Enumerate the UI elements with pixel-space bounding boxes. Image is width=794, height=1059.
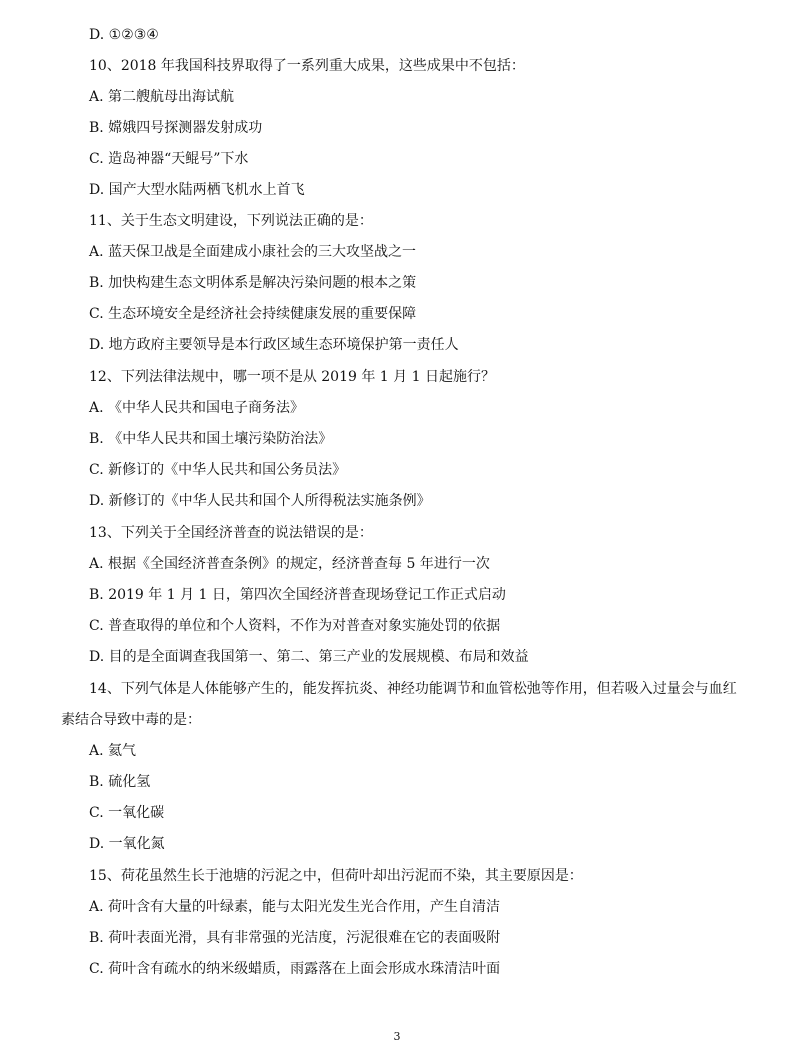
- option-d-q13: D. 目的是全面调查我国第一、第二、第三产业的发展规模、布局和效益: [89, 649, 529, 665]
- question-15: 15、荷花虽然生长于池塘的污泥之中，但荷叶却出污泥而不染，其主要原因是：: [89, 868, 583, 884]
- option-c-q14: C. 一氧化碳: [89, 805, 165, 821]
- option-d-q12: D. 新修订的《中华人民共和国个人所得税法实施条例》: [89, 493, 431, 509]
- option-d-q10: D. 国产大型水陆两栖飞机水上首飞: [89, 182, 305, 198]
- option-b-q10: B. 嫦娥四号探测器发射成功: [89, 120, 263, 136]
- option-b-q12: B. 《中华人民共和国土壤污染防治法》: [89, 431, 333, 447]
- option-c-q10: C. 造岛神器“天鲲号”下水: [89, 151, 249, 167]
- option-a-q12: A. 《中华人民共和国电子商务法》: [89, 400, 305, 416]
- question-14: 14、下列气体是人体能够产生的，能发挥抗炎、神经功能调节和血管松弛等作用，但若吸入过量会与血红: [89, 681, 737, 697]
- option-c-q11: C. 生态环境安全是经济社会持续健康发展的重要保障: [89, 306, 417, 322]
- option-a-q13: A. 根据《全国经济普查条例》的规定，经济普查每 5 年进行一次: [89, 556, 490, 572]
- option-a-q15: A. 荷叶含有大量的叶绿素，能与太阳光发生光合作用，产生自清洁: [89, 899, 501, 915]
- question-11: 11、关于生态文明建设，下列说法正确的是：: [89, 213, 373, 229]
- option-c-q13: C. 普查取得的单位和个人资料，不作为对普查对象实施处罚的依据: [89, 618, 501, 634]
- option-b-q11: B. 加快构建生态文明体系是解决污染问题的根本之策: [89, 275, 417, 291]
- question-10: 10、2018 年我国科技界取得了一系列重大成果，这些成果中不包括：: [89, 58, 525, 74]
- option-a-q10: A. 第二艘航母出海试航: [89, 89, 235, 105]
- page-number: 3: [393, 1030, 401, 1043]
- option-d-q14: D. 一氧化氮: [89, 836, 165, 852]
- question-14-continuation: 素结合导致中毒的是：: [61, 712, 201, 728]
- option-c-q12: C. 新修订的《中华人民共和国公务员法》: [89, 462, 347, 478]
- option-b-q13: B. 2019 年 1 月 1 日，第四次全国经济普查现场登记工作正式启动: [89, 587, 506, 603]
- option-d-q11: D. 地方政府主要领导是本行政区域生态环境保护第一责任人: [89, 337, 459, 353]
- option-c-q15: C. 荷叶含有疏水的纳米级蜡质，雨露落在上面会形成水珠清洁叶面: [89, 961, 501, 977]
- question-12: 12、下列法律法规中，哪一项不是从 2019 年 1 月 1 日起施行？: [89, 369, 495, 385]
- option-b-q14: B. 硫化氢: [89, 774, 151, 790]
- option-b-q15: B. 荷叶表面光滑，具有非常强的光洁度，污泥很难在它的表面吸附: [89, 930, 501, 946]
- option-a-q14: A. 氦气: [89, 743, 137, 759]
- option-d-q9: D. ①②③④: [89, 27, 159, 43]
- option-a-q11: A. 蓝天保卫战是全面建成小康社会的三大攻坚战之一: [89, 244, 417, 260]
- question-13: 13、下列关于全国经济普查的说法错误的是：: [89, 525, 373, 541]
